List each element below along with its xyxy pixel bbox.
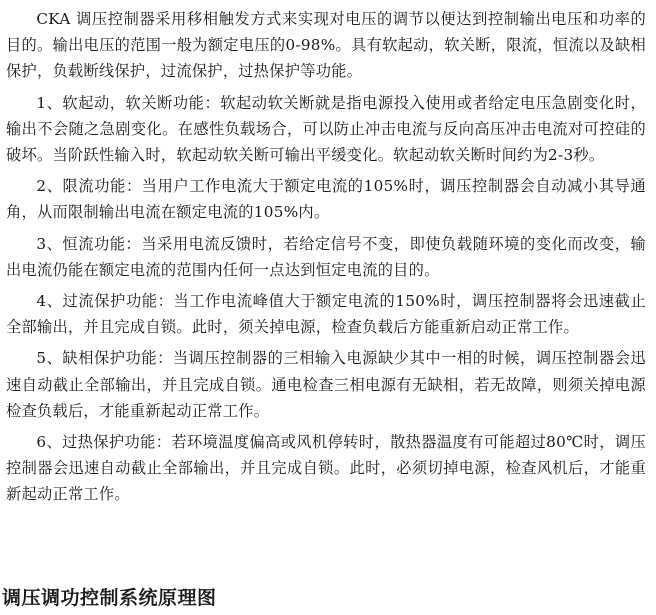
constant-current-paragraph: 3、恒流功能：当采用电流反馈时，若给定信号不变，即使负载随环境的变化而改变，输出电流仍能在额定电流的范围内任何一点达到恒定电流的目的。 — [6, 234, 646, 279]
overheat-protection-paragraph: 6、过热保护功能：若环境温度偏高或风机停转时，散热器温度有可能超过80℃时，调压控制器会迅速自动截止全部输出，并且完成自锁。此时，必须切掉电源，检查风机后，才能重新起动正常工作。 — [6, 433, 646, 504]
current-limit-paragraph: 2、限流功能：当用户工作电流大于额定电流的105%时，调压控制器会自动减小其导通角，从而限制输出电流在额定电流的105%内。 — [6, 177, 646, 222]
section-heading: 调压调功控制系统原理图 — [2, 587, 217, 609]
intro-paragraph: CKA 调压控制器采用移相触发方式来实现对电压的调节以便达到控制输出电压和功率的目的。输出电压的范围一般为额定电压的0-98%。具有软起动，软关断，限流，恒流以及缺相保护，负载断线保护，过流保护，过热保护等功能。 — [6, 10, 646, 81]
phase-loss-protection-paragraph: 5、缺相保护功能：当调压控制器的三相输入电源缺少其中一相的时候，调压控制器会迅速自动截止全部输出，并且完成自锁。通电检查三相电源有无缺相，若无故障，则须关掉电源检查负载后，才能重新起动正常工作。 — [6, 349, 646, 420]
overcurrent-protection-paragraph: 4、过流保护功能：当工作电流峰值大于额定电流的150%时，调压控制器将会迅速截止全部输出，并且完成自锁。此时，须关掉电源，检查负载后方能重新启动正常工作。 — [6, 292, 646, 337]
soft-start-paragraph: 1、软起动，软关断功能：软起动软关断就是指电源投入使用或者给定电压急剧变化时，输出不会随之急剧变化。在感性负载场合，可以防止冲击电流与反向高压冲击电流对可控硅的破坏。当阶跃性输入时，软起动软关断可输出平缓变化。软起动软关断时间约为2-3秒。 — [6, 93, 646, 165]
